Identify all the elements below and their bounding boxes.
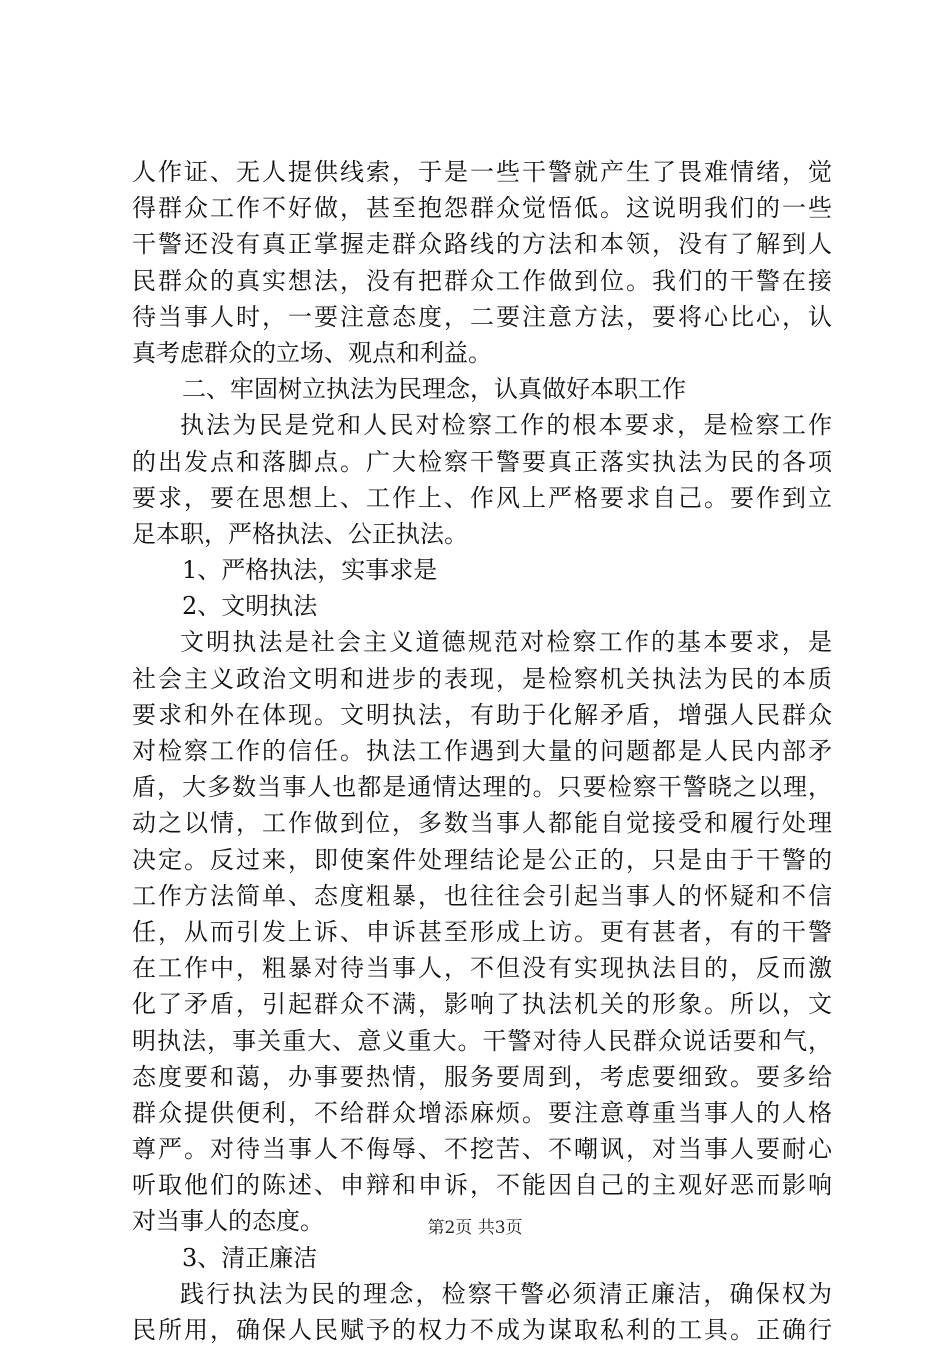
section-heading: 二、牢固树立执法为民理念，认真做好本职工作 <box>182 375 686 404</box>
text-line: 群众提供便利，不给群众增添麻烦。要注意尊重当事人的人格 <box>132 1098 832 1127</box>
text-line: 听取他们的陈述、申辩和申诉，不能因自己的主观好恶而影响 <box>132 1171 832 1200</box>
text-line: 民群众的真实想法，没有把群众工作做到位。我们的干警在接 <box>132 266 832 295</box>
page-number-footer: 第2页 共3页 <box>427 1218 523 1238</box>
text-line: 要求，要在思想上、工作上、作风上严格要求自己。要作到立 <box>132 483 832 512</box>
text-line: 决定。反过来，即使案件处理结论是公正的，只是由于干警的 <box>132 845 832 874</box>
text-line: 待当事人时，一要注意态度，二要注意方法，要将心比心，认 <box>132 302 832 331</box>
text-line: 明执法，事关重大、意义重大。干警对待人民群众说话要和气， <box>132 1026 832 1055</box>
text-line: 民所用，确保人民赋予的权力不成为谋取私利的工具。正确行 <box>132 1316 832 1344</box>
text-line: 对检察工作的信任。执法工作遇到大量的问题都是人民内部矛 <box>132 737 832 765</box>
text-line: 人作证、无人提供线索，于是一些干警就产生了畏难情绪，觉 <box>132 158 832 186</box>
text-line: 足本职，严格执法、公正执法。 <box>132 519 468 548</box>
text-line: 干警还没有真正掌握走群众路线的方法和本领，没有了解到人 <box>132 230 832 259</box>
text-line: 工作方法简单、态度粗暴，也往往会引起当事人的怀疑和不信 <box>132 881 832 910</box>
subsection-heading: 3、清正廉洁 <box>182 1243 318 1272</box>
text-line: 文明执法是社会主义道德规范对检察工作的基本要求，是 <box>180 628 832 657</box>
text-line: 在工作中，粗暴对待当事人，不但没有实现执法目的，反而激 <box>132 954 832 983</box>
text-line: 任，从而引发上诉、申诉甚至形成上访。更有甚者，有的干警 <box>132 917 832 946</box>
text-line: 要求和外在体现。文明执法，有助于化解矛盾，增强人民群众 <box>132 700 832 729</box>
text-line: 社会主义政治文明和进步的表现，是检察机关执法为民的本质 <box>132 664 832 693</box>
text-line: 执法为民是党和人民对检察工作的根本要求，是检察工作 <box>180 411 832 440</box>
text-line: 践行执法为民的理念，检察干警必须清正廉洁，确保权为 <box>180 1279 832 1308</box>
text-line: 尊严。对待当事人不侮辱、不挖苦、不嘲讽，对当事人要耐心 <box>132 1135 832 1164</box>
text-line: 化了矛盾，引起群众不满，影响了执法机关的形象。所以，文 <box>132 990 832 1019</box>
text-line: 得群众工作不好做，甚至抱怨群众觉悟低。这说明我们的一些 <box>132 194 832 223</box>
text-line: 对当事人的态度。 <box>132 1207 324 1236</box>
text-line: 态度要和蔼，办事要热情，服务要周到，考虑要细致。要多给 <box>132 1062 832 1091</box>
text-line: 真考虑群众的立场、观点和利益。 <box>132 338 492 367</box>
text-line: 动之以情，工作做到位，多数当事人都能自觉接受和履行处理 <box>132 809 832 838</box>
subsection-heading: 2、文明执法 <box>182 592 318 621</box>
document-body <box>132 154 832 1348</box>
text-line: 盾，大多数当事人也都是通情达理的。只要检察干警晓之以理， <box>132 773 832 802</box>
subsection-heading: 1、严格执法，实事求是 <box>182 556 438 585</box>
text-line: 的出发点和落脚点。广大检察干警要真正落实执法为民的各项 <box>132 447 832 476</box>
